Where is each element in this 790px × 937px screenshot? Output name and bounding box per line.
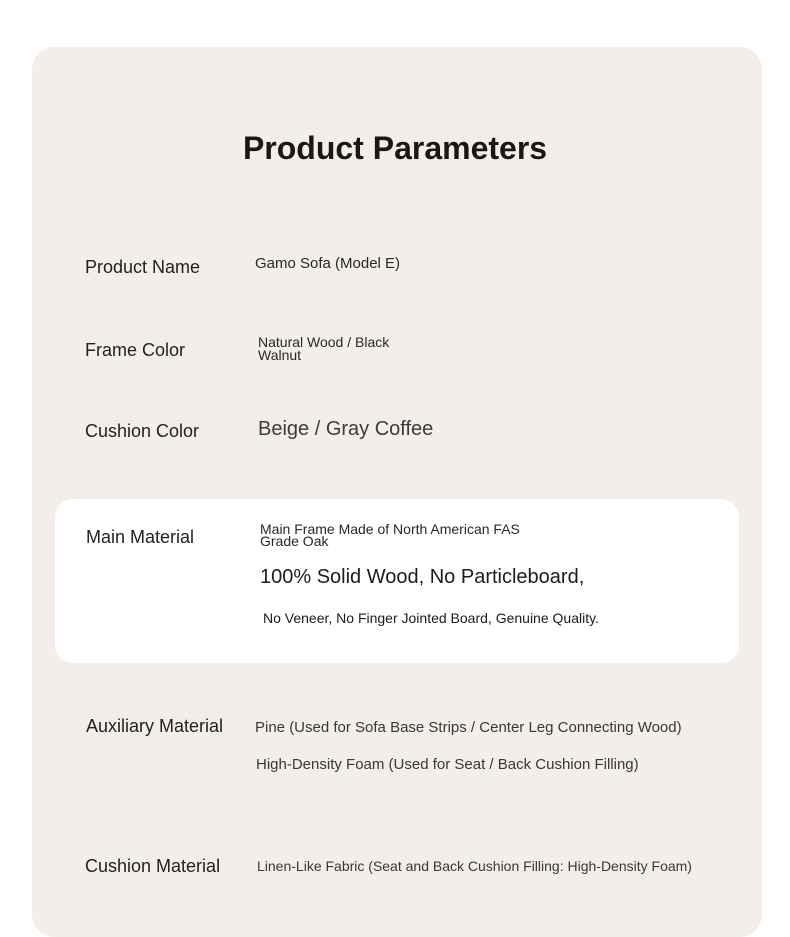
product-name-value: Gamo Sofa (Model E) xyxy=(255,255,401,272)
parameters-card xyxy=(32,47,762,937)
main-material-line4: No Veneer, No Finger Jointed Board, Genuine Quality. xyxy=(263,610,599,626)
main-material-line1: Main Frame Made of North American FAS xyxy=(260,521,520,537)
frame-color-label: Frame Color xyxy=(85,340,186,360)
frame-color-value-line1: Natural Wood / Black xyxy=(258,334,390,350)
cushion-material-label: Cushion Material xyxy=(85,856,221,876)
main-material-line3: 100% Solid Wood, No Particleboard, xyxy=(260,566,585,588)
page-title: Product Parameters xyxy=(242,130,548,166)
auxiliary-material-line1: Pine (Used for Sofa Base Strips / Center Leg Connecting Wood) xyxy=(255,719,682,736)
product-name-label: Product Name xyxy=(85,257,201,277)
auxiliary-material-label: Auxiliary Material xyxy=(86,716,224,736)
main-material-label: Main Material xyxy=(86,527,195,547)
auxiliary-material-line2: High-Density Foam (Used for Seat / Back Cushion Filling) xyxy=(256,756,639,773)
cushion-color-value: Beige / Gray Coffee xyxy=(258,418,434,440)
main-material-line2: Grade Oak xyxy=(260,533,329,549)
cushion-color-label: Cushion Color xyxy=(85,421,200,441)
frame-color-value-line2: Walnut xyxy=(258,347,302,363)
cushion-material-value: Linen-Like Fabric (Seat and Back Cushion Filling: High-Density Foam) xyxy=(257,858,692,874)
